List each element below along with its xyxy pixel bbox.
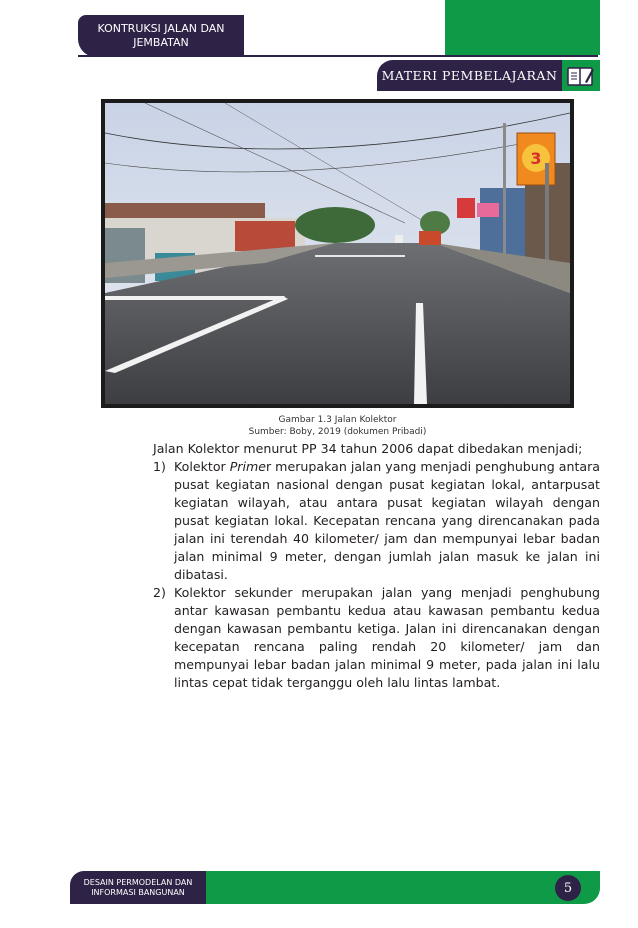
road-photo — [101, 99, 574, 408]
figure-caption-block — [101, 414, 574, 438]
page-number: 5 — [555, 875, 581, 901]
list-text: Kolektor sekunder merupakan jalan yang menjadi penghubung antar kawasan pembantu kedua atau kawasan pembantu kedua dengan kawasan pembantu ketiga. Jalan ini direncanakan dengan kecepatan rencana paling rendah 20 kilometer/ jam dan mempunyai lebar badan jalan minimal 9 meter, pada jalan ini lalu lintas cepat tidak terganggu oleh lalu lintas lambat. — [174, 585, 600, 690]
header-green-bar — [445, 0, 600, 55]
header-divider — [78, 55, 598, 57]
list-item — [153, 584, 600, 692]
billboard-text: 3 — [530, 149, 542, 168]
figure-source: Sumber: Boby, 2019 (dokumen Pribadi) — [248, 427, 427, 437]
classification-list — [153, 458, 600, 692]
subject-tag — [78, 15, 244, 57]
list-text: r merupakan jalan yang menjadi penghubung antara pusat kegiatan nasional dengan pusat kegiatan lokal, antarpusat kegiatan wilayah, atau antara pusat kegiatan wilayah dengan pusat kegiatan lokal. Kecepatan rencana yang direncanakan pada jalan ini terendah 40 kilometer/ jam dan mempunyai lebar badan jalan minimal 9 meter, dengan jumlah jalan masuk ke jalan ini dibatasi. — [174, 459, 601, 582]
list-lead: Kolektor — [174, 459, 230, 474]
program-line-2: INFORMASI BANGUNAN — [91, 887, 185, 897]
section-icon-box — [562, 60, 600, 91]
subject-line-1: KONTRUKSI JALAN DAN — [97, 22, 225, 35]
intro-paragraph: Jalan Kolektor menurut PP 34 tahun 2006 dapat dibedakan menjadi; — [153, 441, 583, 456]
program-line-1: DESAIN PERMODELAN DAN — [83, 877, 193, 887]
program-tag — [70, 871, 206, 904]
list-item — [153, 458, 600, 584]
section-title: MATERI PEMBELAJARAN — [377, 60, 562, 91]
book-pencil-icon — [567, 65, 595, 87]
footer-green-bar — [200, 871, 600, 904]
list-number: 2) — [153, 585, 166, 600]
list-emphasis: Prime — [229, 459, 266, 474]
figure-caption: Gambar 1.3 Jalan Kolektor — [278, 415, 397, 425]
subject-line-2: JEMBATAN — [133, 36, 189, 49]
body-text — [153, 440, 600, 692]
list-number: 1) — [153, 459, 166, 474]
